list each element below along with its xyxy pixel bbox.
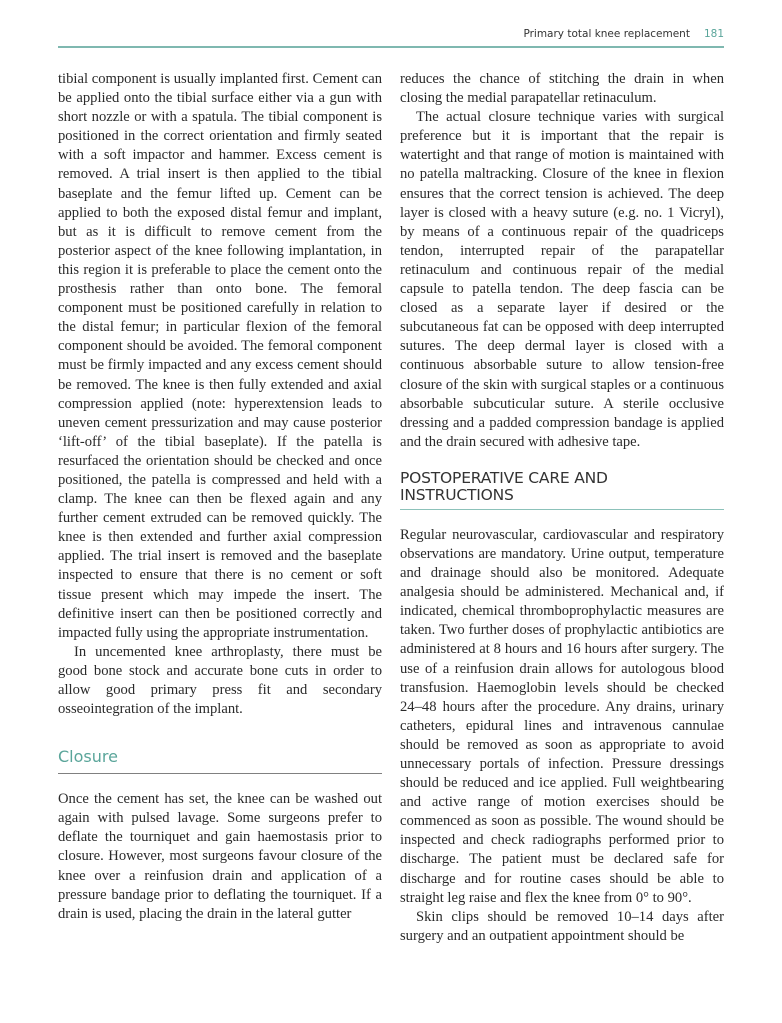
body-paragraph: Regular neurovascular, cardiovascular and respiratory observations are mandatory. Urine output, temperature and drainage should also be monitored. Adequate analgesia should be administered. Mechanical and, if indicated, chemical thromboprophylactic measures are taken. Two further doses of prophylactic antibiotics are administered at 8 hours and 16 hours after surgery. The use of a reinfusion drain allows for autologous blood transfusion. Haemoglobin levels should be checked 24–48 hours after the procedure. Any drains, urinary catheters, epidural lines and intravenous cannulae should be removed as soon as appropriate to avoid unnecessary portals of infection. Pressure dressings should be reduced and ice applied. Full weightbearing and active range of motion exercises should be commenced as soon as possible. The wound should be inspected and check radiographs performed prior to discharge. The patient must be declared safe for discharge and for routine cases should be able to straight leg raise and flex the knee from 0° to 90°. — [400, 526, 724, 906]
page-number: 181 — [703, 28, 724, 40]
subheading-closure: Closure — [58, 747, 382, 774]
right-column — [400, 70, 724, 946]
body-paragraph: The actual closure technique varies with surgical preference but it is important that the repair is watertight and that range of motion is maintained with no patella maltracking. Closure of the knee in flexion ensures that the correct tension is achieved. The deep layer is closed with a heavy suture (e.g. no. 1 Vicryl), by means of a continuous repair of the quadriceps tendon, interrupted repair of the parapatellar retinaculum and continuous repair of the medial capsule to patella tendon. The deep fascia can be closed as a separate layer if desired or the subcutaneous fat can be opposed with deep interrupted sutures. The deep dermal layer is closed with a continuous absorbable suture to allow tension-free closure of the skin with surgical staples or a continuous absorbable subcuticular suture. A sterile occlusive dressing and a padded compression bandage is applied and the drain secured with adhesive tape. — [400, 109, 724, 450]
body-paragraph: tibial component is usually implanted first. Cement can be applied onto the tibial surface either via a gun with short nozzle or with a spatula. The tibial component is positioned in the correct orientation and firmly seated with a soft impactor and hammer. Excess cement is removed. A trial insert is then applied to the tibial baseplate and the femur lifted up. Cement can be applied to both the exposed distal femur and implant, but as it is difficult to remove cement from the posterior aspect of the knee following implantation, in this region it is preferable to place the cement onto the prosthesis rather than onto bone. The femoral component must be positioned carefully in relation to the distal femur; in particular flexion of the femoral component should be avoided. The femoral component must be firmly impacted and any excess cement should be removed. The knee is then fully extended and axial compression applied (note: hyperextension leads to uneven cement pressurization and may cause posterior ‘lift-off’ of the tibial baseplate). If the patella is resurfaced the orientation should be checked and once positioned, the patella is compressed and held with a clamp. The knee can then be flexed again and any further cement extruded can be removed quickly. The knee is then extended and further axial compression applied. The trial insert is removed and the baseplate inspected to ensure that there is no cement or soft tissue present which may impede the insert. The definitive insert can then be positioned correctly and impacted fully using the appropriate instrumentation. — [58, 71, 382, 641]
spacer — [58, 774, 382, 790]
section-heading-postoperative-care: POSTOPERATIVE CARE AND INSTRUCTIONS — [400, 470, 724, 510]
running-head — [58, 28, 724, 48]
running-head-title: Primary total knee replacement — [523, 28, 690, 40]
body-paragraph: reduces the chance of stitching the drain in when closing the medial parapatellar retinaculum. — [400, 71, 724, 107]
body-paragraph: In uncemented knee arthroplasty, there must be good bone stock and accurate bone cuts in order to allow good primary press fit and secondary osseointegration of the implant. — [58, 643, 382, 718]
body-paragraph: Skin clips should be removed 10–14 days after surgery and an outpatient appointment should be — [400, 908, 724, 944]
body-paragraph: Once the cement has set, the knee can be washed out again with pulsed lavage. Some surgeons prefer to deflate the tourniquet and gain haemostasis prior to closure. However, most surgeons favour closure of the knee over a reinfusion drain and application of a pressure bandage prior to deflating the tourniquet. If a drain is used, placing the drain in the lateral gutter — [58, 791, 382, 922]
spacer — [400, 510, 724, 526]
left-column — [58, 70, 382, 924]
